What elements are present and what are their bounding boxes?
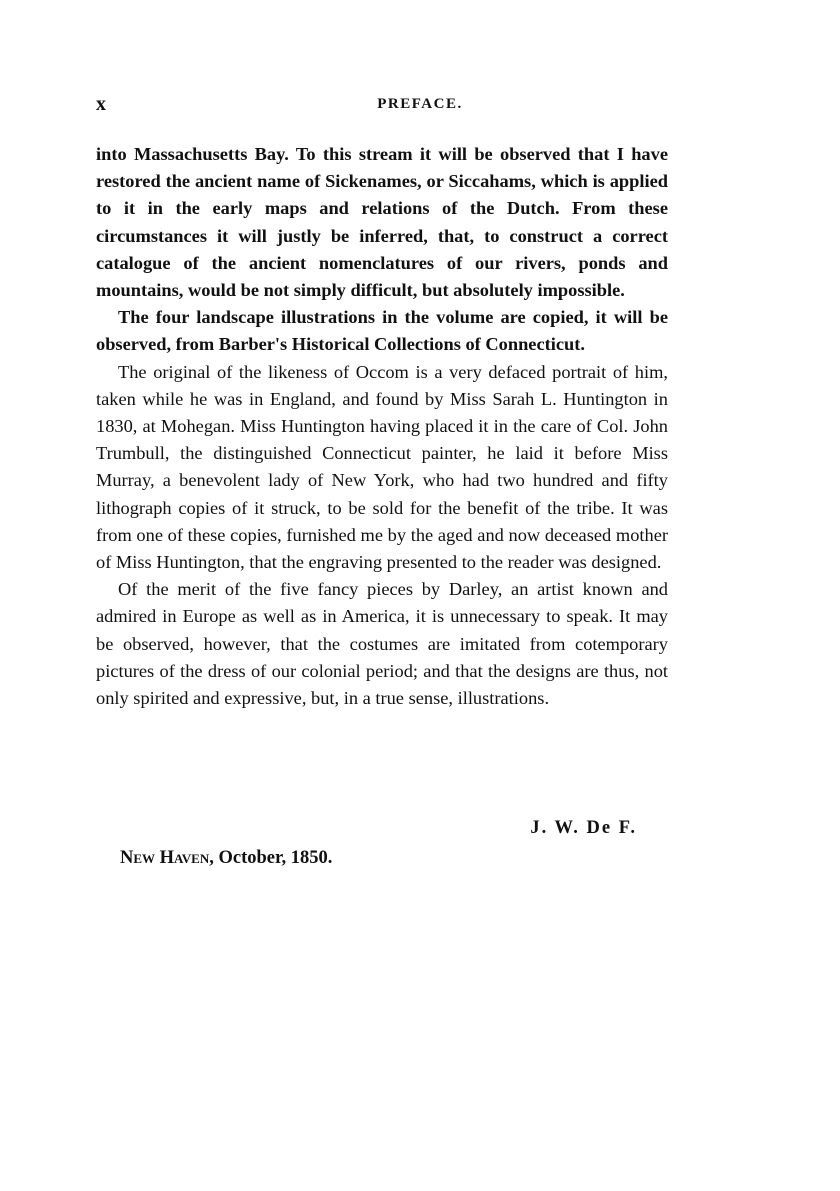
paragraph-landscape-illustrations: The four landscape illustrations in the volume are copied, it will be observed, from Barber's Historical Collections of Connecticut.: [96, 307, 668, 355]
preface-body: [96, 141, 668, 712]
paragraph-continuation: into Massachusetts Bay. To this stream it will be observed that I have restored the ancient name of Sickenames, or Siccahams, which is applied to it in the early maps and relations of the Dutch. From these circumstances it will justly be inferred, that, to construct a correct catalogue of the ancient nomenclatures of our rivers, ponds and mountains, would be not simply difficult, but absolutely impossible.: [96, 144, 668, 301]
running-head: PREFACE.: [377, 96, 463, 112]
dateline-place: New Haven,: [120, 848, 214, 868]
paragraph-darley-pieces: Of the merit of the five fancy pieces by Darley, an artist known and admired in Europe as well as in America, it is unnecessary to speak. It may be observed, however, that the costumes are imitated from cotemporary pictures of the dress of our colonial period; and that the designs are thus, not only spirited and expressive, but, in a true sense, illustrations.: [96, 579, 668, 709]
paragraph-occom-portrait: The original of the likeness of Occom is a very defaced portrait of him, taken while he was in England, and found by Miss Sarah L. Huntington in 1830, at Mohegan. Miss Huntington having placed it in the care of Col. John Trumbull, the distinguished Connecticut painter, he laid it before Miss Murray, a benevolent lady of New York, who had two hundred and fifty lithograph copies of it struck, to be sold for the benefit of the tribe. It was from one of these copies, furnished me by the aged and now deceased mother of Miss Huntington, that the engraving presented to the reader was designed.: [96, 361, 668, 573]
dateline-date: October, 1850.: [218, 848, 333, 868]
dateline: [120, 848, 332, 869]
page-number: x: [96, 93, 106, 115]
author-signature: J. W. De F.: [530, 818, 637, 838]
